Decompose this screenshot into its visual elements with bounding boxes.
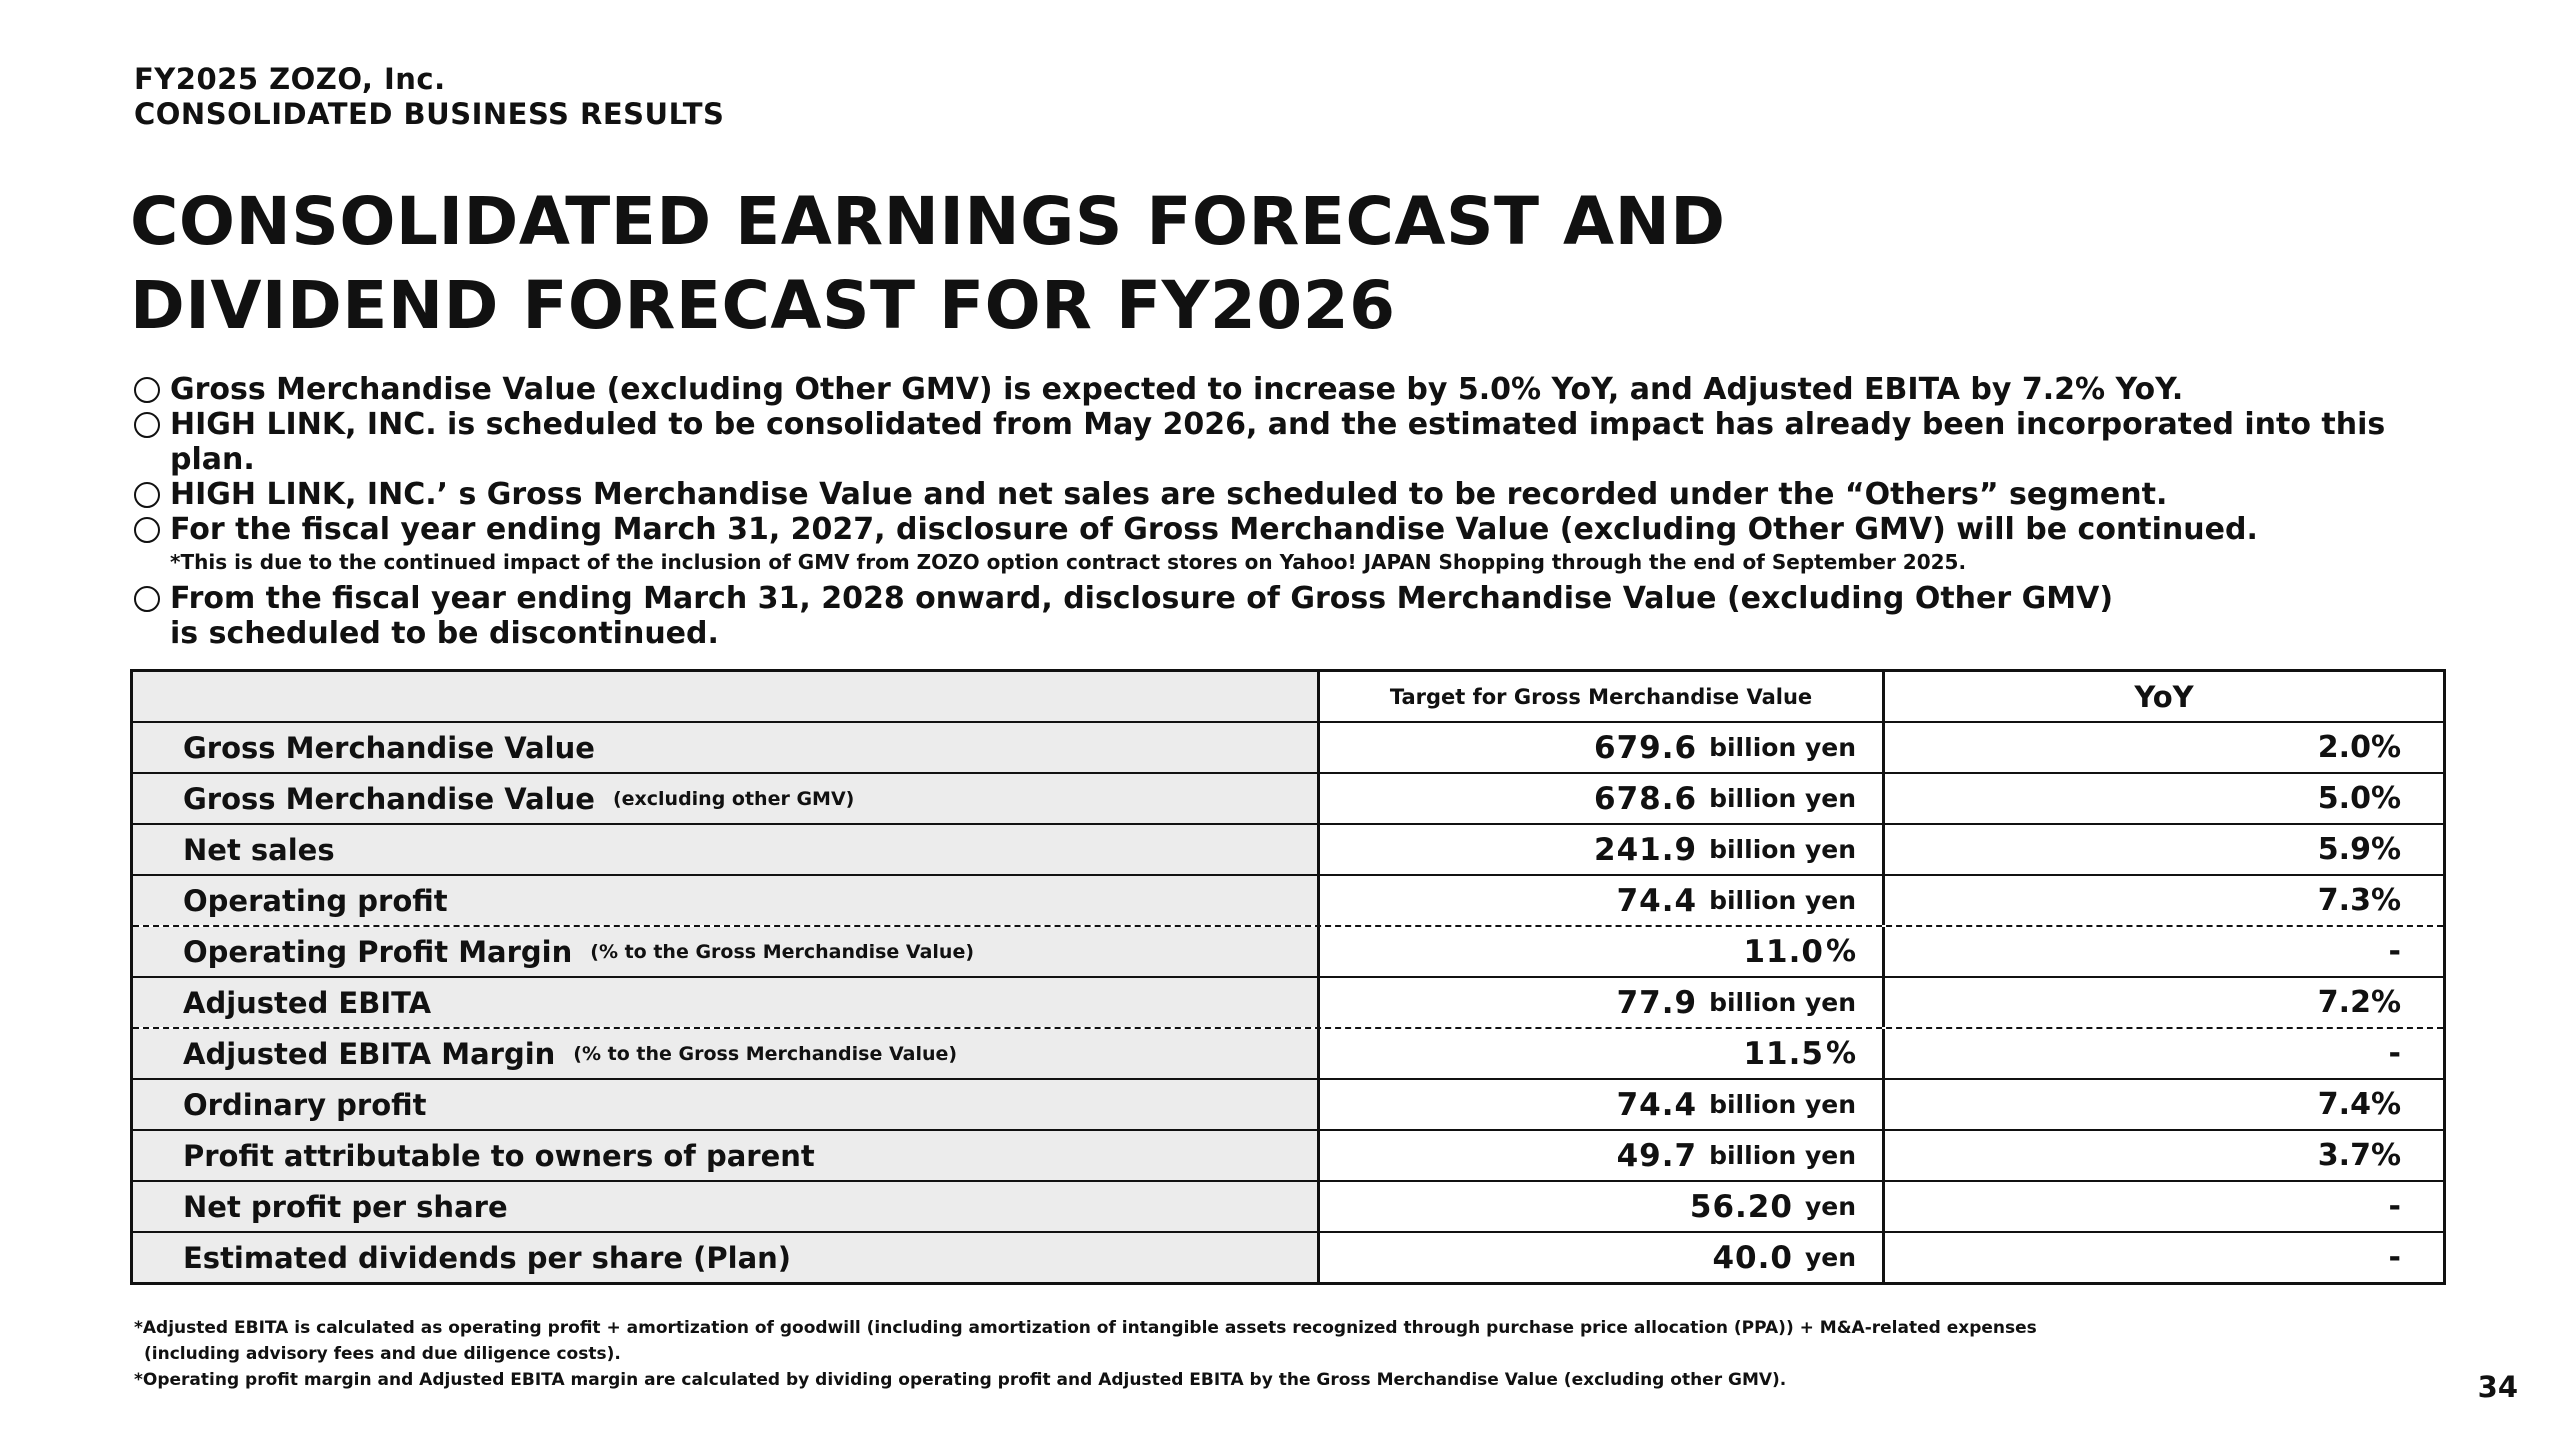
row-label: Adjusted EBITA <box>183 985 432 1020</box>
row-unit: billion yen <box>1709 733 1856 762</box>
bullet-list <box>134 372 2434 651</box>
header-target-cell: Target for Gross Merchandise Value <box>1317 672 1882 721</box>
row-value-cell <box>1317 1131 1882 1180</box>
row-label: Operating profit <box>183 883 448 918</box>
row-label-cell <box>133 1182 1317 1231</box>
row-value-cell <box>1317 1080 1882 1129</box>
page-title <box>130 180 1726 348</box>
circle-bullet-icon <box>134 377 160 403</box>
row-label: Estimated dividends per share (Plan) <box>183 1240 792 1275</box>
row-unit: billion yen <box>1709 988 1856 1017</box>
row-yoy-cell: - <box>1882 1029 2443 1078</box>
row-label: Net sales <box>183 832 335 867</box>
page-number: 34 <box>2477 1370 2518 1404</box>
row-yoy-cell: - <box>1882 1233 2443 1282</box>
row-unit: billion yen <box>1709 1141 1856 1170</box>
row-value: 678.6 <box>1594 780 1698 817</box>
row-unit: billion yen <box>1709 886 1856 915</box>
row-unit: billion yen <box>1709 835 1856 864</box>
row-value-cell <box>1317 978 1882 1027</box>
row-sublabel: (% to the Gross Merchandise Value) <box>590 940 975 963</box>
row-value: 74.4 <box>1616 1086 1698 1123</box>
row-yoy-cell: 7.3% <box>1882 876 2443 925</box>
table-header-row <box>133 672 2443 721</box>
title-line-1: CONSOLIDATED EARNINGS FORECAST AND <box>130 183 1726 260</box>
table-row <box>133 823 2443 874</box>
row-label-cell <box>133 723 1317 772</box>
table-row <box>133 976 2443 1027</box>
table-row <box>133 925 2443 976</box>
circle-bullet-icon <box>134 482 160 508</box>
bullet-text: Gross Merchandise Value (excluding Other GMV) is expected to increase by 5.0% YoY, and Adjusted EBITA by 7.2% YoY. <box>170 372 2184 407</box>
row-value: 11.5 <box>1743 1035 1824 1072</box>
bullet-text-line-1: From the fiscal year ending March 31, 2028 onward, disclosure of Gross Merchandise Value (excluding Other GMV) <box>170 581 2114 616</box>
company-line: FY2025 ZOZO, Inc. <box>134 62 446 96</box>
row-value: 241.9 <box>1594 831 1698 868</box>
row-label-cell <box>133 876 1317 925</box>
forecast-table <box>130 669 2446 1285</box>
header-yoy-cell: YoY <box>1882 672 2443 721</box>
row-value: 77.9 <box>1616 984 1698 1021</box>
bullet-item <box>134 477 2434 512</box>
row-unit: % <box>1825 934 1856 969</box>
section-line: CONSOLIDATED BUSINESS RESULTS <box>134 97 725 131</box>
row-label-cell <box>133 1029 1317 1078</box>
row-value-cell <box>1317 1182 1882 1231</box>
footnote-1-line-2: (including advisory fees and due diligence costs). <box>144 1344 621 1364</box>
row-unit: yen <box>1804 1243 1856 1272</box>
row-label: Operating Profit Margin <box>183 934 573 969</box>
row-value: 679.6 <box>1594 729 1698 766</box>
row-yoy-cell: 5.9% <box>1882 825 2443 874</box>
table-row <box>133 1129 2443 1180</box>
row-label: Adjusted EBITA Margin <box>183 1036 556 1071</box>
row-label: Gross Merchandise Value <box>183 781 595 816</box>
row-label-cell <box>133 1080 1317 1129</box>
row-label-cell <box>133 927 1317 976</box>
table-row <box>133 772 2443 823</box>
row-sublabel: (excluding other GMV) <box>612 787 855 810</box>
circle-bullet-icon <box>134 412 160 438</box>
row-yoy-cell: 7.4% <box>1882 1080 2443 1129</box>
row-value: 40.0 <box>1712 1239 1793 1276</box>
row-sublabel: (% to the Gross Merchandise Value) <box>573 1042 958 1065</box>
row-value-cell <box>1317 876 1882 925</box>
row-value: 11.0 <box>1743 933 1824 970</box>
bullet-note: *This is due to the continued impact of the inclusion of GMV from ZOZO option contract stores on Yahoo! JAPAN Shopping through the end of September 2025. <box>170 550 1967 574</box>
circle-bullet-icon <box>134 586 160 612</box>
row-label: Gross Merchandise Value <box>183 730 595 765</box>
row-unit: yen <box>1804 1192 1856 1221</box>
row-yoy-cell: 5.0% <box>1882 774 2443 823</box>
table-row <box>133 1027 2443 1078</box>
row-yoy-cell: 7.2% <box>1882 978 2443 1027</box>
title-line-2: DIVIDEND FORECAST FOR FY2026 <box>130 267 1396 344</box>
table-row <box>133 1231 2443 1282</box>
table-row <box>133 721 2443 772</box>
row-label: Ordinary profit <box>183 1087 427 1122</box>
row-label: Profit attributable to owners of parent <box>183 1138 815 1173</box>
row-label-cell <box>133 825 1317 874</box>
bullet-item <box>134 581 2434 651</box>
bullet-text-line-2: is scheduled to be discontinued. <box>170 616 719 651</box>
report-header <box>134 62 724 132</box>
row-label-cell <box>133 1131 1317 1180</box>
row-yoy-cell: 2.0% <box>1882 723 2443 772</box>
row-value: 49.7 <box>1616 1137 1698 1174</box>
footnotes <box>134 1315 2037 1393</box>
row-yoy-cell: - <box>1882 1182 2443 1231</box>
table-row <box>133 1078 2443 1129</box>
row-label: Net profit per share <box>183 1189 508 1224</box>
bullet-item <box>134 512 2434 547</box>
row-value-cell <box>1317 1233 1882 1282</box>
row-value-cell <box>1317 825 1882 874</box>
table-row <box>133 874 2443 925</box>
row-unit: % <box>1825 1036 1856 1071</box>
header-empty-cell <box>133 672 1317 721</box>
bullet-text: HIGH LINK, INC.’ s Gross Merchandise Value and net sales are scheduled to be recorded under the “Others” segment. <box>170 477 2168 512</box>
bullet-item <box>134 407 2434 477</box>
row-label-cell <box>133 1233 1317 1282</box>
row-label-cell <box>133 774 1317 823</box>
bullet-text: For the fiscal year ending March 31, 2027, disclosure of Gross Merchandise Value (excluding Other GMV) will be continued. <box>170 512 2258 547</box>
footnote-1-line-1: *Adjusted EBITA is calculated as operating profit + amortization of goodwill (including amortization of intangible assets recognized through purchase price allocation (PPA)) + M&A-related expenses <box>134 1318 2037 1338</box>
row-unit: billion yen <box>1709 784 1856 813</box>
row-value: 74.4 <box>1616 882 1698 919</box>
table-row <box>133 1180 2443 1231</box>
row-yoy-cell: - <box>1882 927 2443 976</box>
row-value-cell <box>1317 927 1882 976</box>
row-value-cell <box>1317 723 1882 772</box>
bullet-text: HIGH LINK, INC. is scheduled to be consolidated from May 2026, and the estimated impact has already been incorporated into this plan. <box>170 407 2386 477</box>
footnote-2: *Operating profit margin and Adjusted EBITA margin are calculated by dividing operating profit and Adjusted EBITA by the Gross Merchandise Value (excluding other GMV). <box>134 1370 1787 1390</box>
row-yoy-cell: 3.7% <box>1882 1131 2443 1180</box>
circle-bullet-icon <box>134 517 160 543</box>
bullet-text <box>170 581 2113 651</box>
row-label-cell <box>133 978 1317 1027</box>
row-value: 56.20 <box>1689 1188 1793 1225</box>
row-value-cell <box>1317 1029 1882 1078</box>
row-value-cell <box>1317 774 1882 823</box>
bullet-item <box>134 372 2434 407</box>
row-unit: billion yen <box>1709 1090 1856 1119</box>
